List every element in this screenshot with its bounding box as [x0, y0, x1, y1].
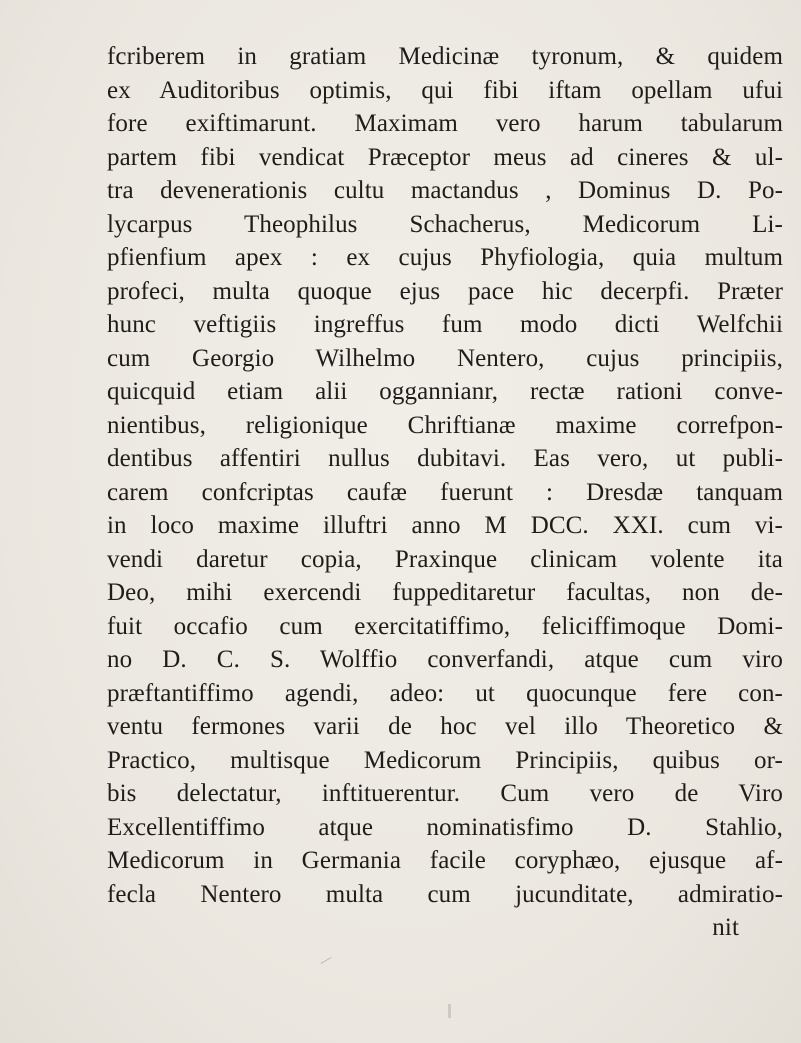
text-line-20: præftantiffimo agendi, adeo: ut quocunque fere con-: [107, 679, 783, 707]
text-line-1: fcriberem in gratiam Medicinæ tyronum, & quidem: [107, 43, 783, 70]
text-line-5: tra devenerationis cultu mactandus , Dominus D. Po-: [107, 177, 783, 204]
text-line-6: lycarpus Theophilus Schacherus, Medicorum Li-: [107, 210, 783, 238]
text-line-26: fecla Nentero multa cum jucunditate, admiratio-: [107, 880, 783, 908]
text-line-24: Excellentiffimo atque nominatisfimo D. Stahlio,: [107, 813, 783, 841]
text-line-4: partem fibi vendicat Præceptor meus ad cineres & ul-: [107, 143, 783, 171]
text-line-15: in loco maxime illuftri anno M DCC. XXI. cum vi-: [107, 512, 783, 539]
text-line-9: hunc veftigiis ingreffus fum modo dicti Welfchii: [107, 311, 783, 338]
text-line-14: carem confcriptas caufæ fuerunt : Dresdæ tanquam: [107, 478, 783, 506]
catchword: nit: [712, 914, 739, 941]
text-line-25: Medicorum in Germania facile coryphæo, ejusque af-: [107, 847, 783, 874]
text-line-11: quicquid etiam alii oggannianr, rectæ rationi conve-: [107, 378, 783, 405]
text-line-19: no D. C. S. Wolffio converfandi, atque cum viro: [107, 646, 783, 673]
text-line-16: vendi daretur copia, Praxinque clinicam volente ita: [107, 545, 783, 573]
text-line-7: pfienfium apex : ex cujus Phyfiologia, quia multum: [107, 244, 783, 271]
text-line-17: Deo, mihi exercendi fuppeditaretur facultas, non de-: [107, 579, 783, 606]
text-line-18: fuit occafio cum exercitatiffimo, feliciffimoque Domi-: [107, 612, 783, 640]
text-line-12: nientibus, religionique Chriftianæ maxime correfpon-: [107, 411, 783, 439]
text-line-10: cum Georgio Wilhelmo Nentero, cujus principiis,: [107, 344, 783, 372]
paper-mark: [321, 957, 332, 964]
text-line-22: Practico, multisque Medicorum Principiis, quibus or-: [107, 746, 783, 774]
text-line-3: fore exiftimarunt. Maximam vero harum tabularum: [107, 110, 783, 137]
latin-text-block: [107, 40, 783, 945]
text-line-8: profeci, multa quoque ejus pace hic decerpfi. Præter: [107, 277, 783, 305]
text-line-2: ex Auditoribus optimis, qui fibi iftam opellam ufui: [107, 76, 783, 104]
text-line-13: dentibus affentiri nullus dubitavi. Eas vero, ut publi-: [107, 445, 783, 472]
paper-mark-small: [448, 1004, 451, 1018]
text-line-23: bis delectatur, inftituerentur. Cum vero de Viro: [107, 780, 783, 807]
text-line-21: ventu fermones varii de hoc vel illo Theoretico &: [107, 713, 783, 740]
